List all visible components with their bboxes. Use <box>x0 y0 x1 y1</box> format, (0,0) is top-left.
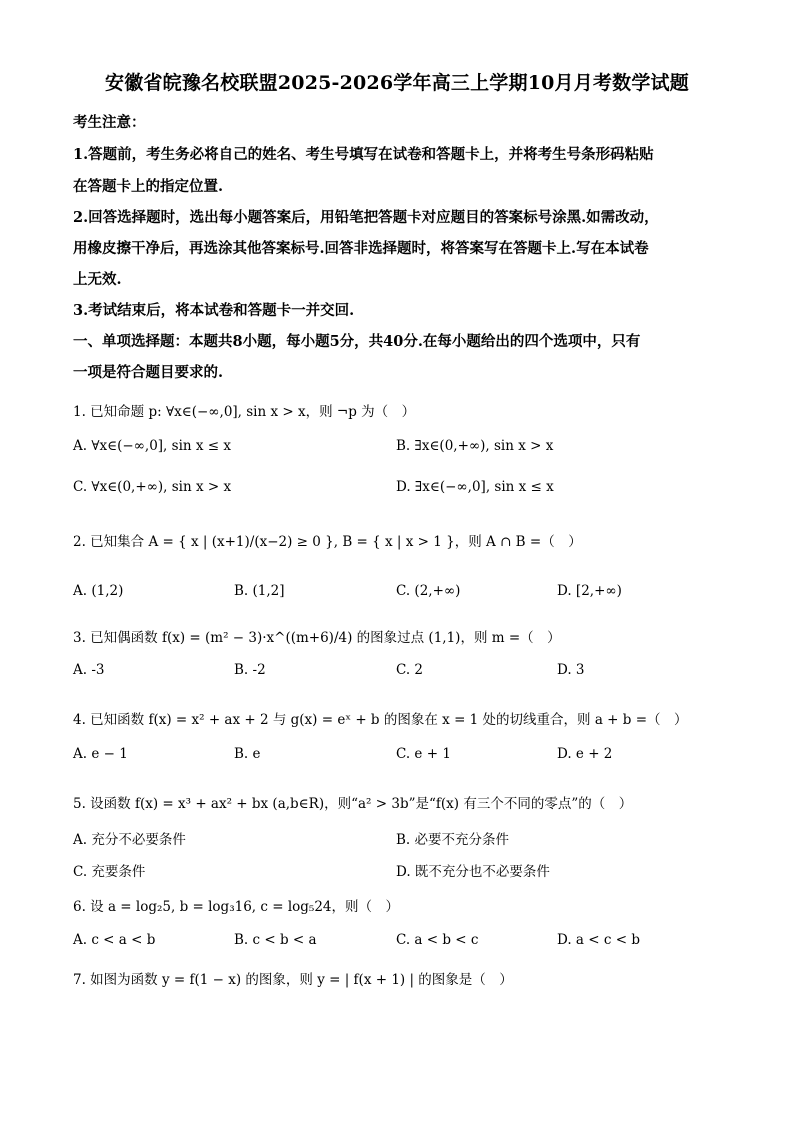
question-3-option-a: A. -3 <box>73 662 105 678</box>
question-2-option-c: C. (2,+∞) <box>396 583 461 599</box>
question-1-option-b: B. ∃x∈(0,+∞), sin x > x <box>396 438 554 454</box>
question-4-option-a: A. e − 1 <box>73 746 128 762</box>
notice-item2-line2: 用橡皮擦干净后，再选涂其他答案标号.回答非选择题时，将答案写在答题卡上.写在本试卷 <box>73 240 649 257</box>
question-4-stem: 4. 已知函数 f(x) = x² + ax + 2 与 g(x) = eˣ + b 的图象在 x = 1 处的切线重合，则 a + b =（ ） <box>73 712 688 728</box>
notice-heading: 考生注意： <box>73 114 146 131</box>
question-6-option-b: B. c < b < a <box>234 932 317 948</box>
notice-item2-line1: 2.回答选择题时，选出每小题答案后，用铅笔把答题卡对应题目的答案标号涂黑.如需改动， <box>73 209 659 226</box>
question-6-stem: 6. 设 a = log₂5, b = log₃16, c = log₅24，则（ ） <box>73 899 400 915</box>
question-6-option-d: D. a < c < b <box>557 932 640 948</box>
question-6-option-a: A. c < a < b <box>73 932 156 948</box>
question-5-option-d: D. 既不充分也不必要条件 <box>396 864 550 880</box>
question-5-option-b: B. 必要不充分条件 <box>396 832 510 848</box>
section1-line1: 一、单项选择题：本题共8小题，每小题5分，共40分.在每小题给出的四个选项中，只有 <box>73 333 641 350</box>
question-5-option-c: C. 充要条件 <box>73 864 146 880</box>
question-5-stem: 5. 设函数 f(x) = x³ + ax² + bx (a,b∈R)，则“a² > 3b”是“f(x) 有三个不同的零点”的（ ） <box>73 796 633 812</box>
exam-title: 安徽省皖豫名校联盟2025-2026学年高三上学期10月月考数学试题 <box>105 72 689 94</box>
question-2-option-b: B. (1,2] <box>234 583 285 599</box>
question-3-stem: 3. 已知偶函数 f(x) = (m² − 3)·x^((m+6)/4) 的图象过点 (1,1)，则 m =（ ） <box>73 630 561 646</box>
question-3-option-d: D. 3 <box>557 662 585 678</box>
question-3-option-c: C. 2 <box>396 662 424 678</box>
question-1-stem: 1. 已知命题 p: ∀x∈(−∞,0], sin x > x，则 ¬p 为（ ） <box>73 404 416 420</box>
question-2-option-a: A. (1,2) <box>73 583 124 599</box>
question-2-stem: 2. 已知集合 A = { x | (x+1)/(x−2) ≥ 0 }, B = { x | x > 1 }，则 A ∩ B =（ ） <box>73 534 582 550</box>
question-7-stem: 7. 如图为函数 y = f(1 − x) 的图象，则 y = | f(x + 1) | 的图象是（ ） <box>73 972 513 988</box>
notice-item2-line3: 上无效. <box>73 271 122 288</box>
question-4-option-d: D. e + 2 <box>557 746 613 762</box>
question-1-option-c: C. ∀x∈(0,+∞), sin x > x <box>73 479 232 495</box>
notice-item1-line1: 1.答题前，考生务必将自己的姓名、考生号填写在试卷和答题卡上，并将考生号条形码粘贴 <box>73 146 654 163</box>
question-5-option-a: A. 充分不必要条件 <box>73 832 186 848</box>
question-1-option-d: D. ∃x∈(−∞,0], sin x ≤ x <box>396 479 554 495</box>
question-4-option-c: C. e + 1 <box>396 746 451 762</box>
question-6-option-c: C. a < b < c <box>396 932 479 948</box>
question-1-option-a: A. ∀x∈(−∞,0], sin x ≤ x <box>73 438 231 454</box>
question-2-option-d: D. [2,+∞) <box>557 583 622 599</box>
notice-item1-line2: 在答题卡上的指定位置. <box>73 178 224 195</box>
notice-item3: 3.考试结束后，将本试卷和答题卡一并交回. <box>73 302 355 319</box>
section1-line2: 一项是符合题目要求的. <box>73 364 224 381</box>
question-4-option-b: B. e <box>234 746 261 762</box>
question-3-option-b: B. -2 <box>234 662 266 678</box>
